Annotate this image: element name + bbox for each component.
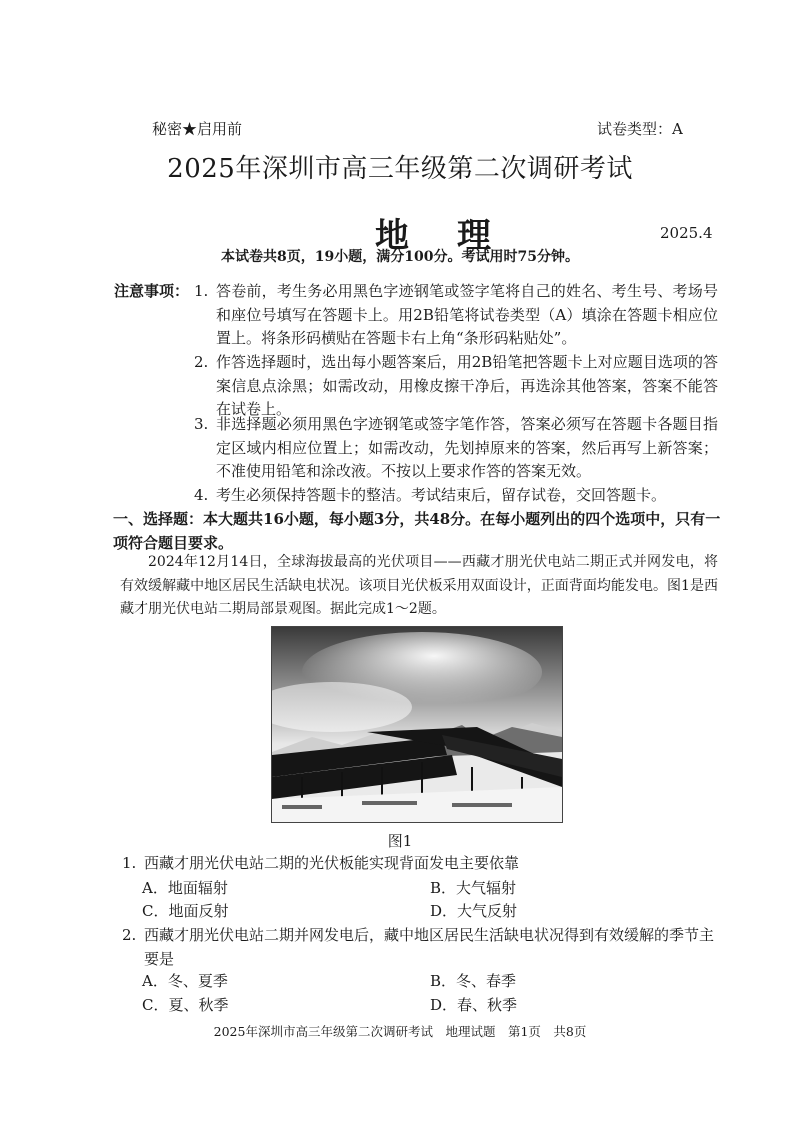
- reading-passage: 2024年12月14日，全球海拔最高的光伏项目——西藏才朋光伏电站二期正式并网发电，将有效缓解藏中地区居民生活缺电状况。该项目光伏板采用双面设计，正面背面均能发电。图1是西藏才朋光伏电站二期局部景观图。据此完成1～2题。: [120, 554, 718, 617]
- notice-item-number: 4.: [194, 486, 209, 504]
- option-a[interactable]: A．冬、夏季: [142, 972, 228, 990]
- question-number: 1.: [122, 854, 137, 872]
- exam-info: 本试卷共8页，19小题，满分100分。考试用时75分钟。: [221, 249, 579, 265]
- notice-item-text: 答卷前，考生务必用黑色字迹钢笔或签字笔将自己的姓名、考生号、考场号和座位号填写在答题卡上。用2B铅笔将试卷类型（A）填涂在答题卡相应位置上。将条形码横贴在答题卡右上角“条形码粘贴处”。: [216, 282, 718, 347]
- question-stem: 西藏才朋光伏电站二期并网发电后，藏中地区居民生活缺电状况得到有效缓解的季节主要是: [144, 926, 715, 968]
- option-a[interactable]: A．地面辐射: [142, 879, 228, 897]
- figure-caption: 图1: [387, 832, 413, 850]
- option-d[interactable]: D．春、秋季: [430, 996, 518, 1014]
- notice-item-text: 作答选择题时，选出每小题答案后，用2B铅笔把答题卡上对应题目选项的答案信息点涂黑；如需改动，用橡皮擦干净后，再选涂其他答案，答案不能答在试卷上。: [216, 353, 718, 418]
- option-b[interactable]: B．冬、春季: [430, 972, 517, 990]
- option-c[interactable]: C．夏、秋季: [142, 996, 229, 1014]
- notice-item-number: 2.: [194, 353, 209, 371]
- exam-title: 2025年深圳市高三年级第二次调研考试: [167, 154, 633, 184]
- notice-item-text: 非选择题必须用黑色字迹钢笔或签字笔作答，答案必须写在答题卡各题目指定区域内相应位置上；如需改动，先划掉原来的答案，然后再写上新答案；不准使用铅笔和涂改液。不按以上要求作答的答案无效。: [216, 415, 718, 480]
- notice-label: 注意事项：: [114, 282, 190, 300]
- subject-title: 地理: [375, 216, 539, 256]
- section-heading: 一、选择题：本大题共16小题，每小题3分，共48分。在每小题列出的四个选项中，只有一项符合题目要求。: [113, 510, 721, 552]
- option-b[interactable]: B．大气辐射: [430, 879, 517, 897]
- solar-station-photo: [271, 626, 563, 823]
- notice-item-text: 考生必须保持答题卡的整洁。考试结束后，留存试卷，交回答题卡。: [216, 486, 667, 504]
- question-stem: 西藏才朋光伏电站二期的光伏板能实现背面发电主要依靠: [144, 854, 520, 872]
- page-footer: 2025年深圳市高三年级第二次调研考试 地理试题 第1页 共8页: [213, 1024, 587, 1039]
- notice-item-number: 3.: [194, 415, 209, 433]
- question-number: 2.: [122, 926, 137, 944]
- paper-type-label: 试卷类型：A: [597, 120, 683, 138]
- confidential-label: 秘密★启用前: [152, 120, 243, 138]
- option-d[interactable]: D．大气反射: [430, 902, 518, 920]
- notice-item-number: 1.: [194, 282, 209, 300]
- option-c[interactable]: C．地面反射: [142, 902, 229, 920]
- exam-date: 2025.4: [660, 224, 713, 242]
